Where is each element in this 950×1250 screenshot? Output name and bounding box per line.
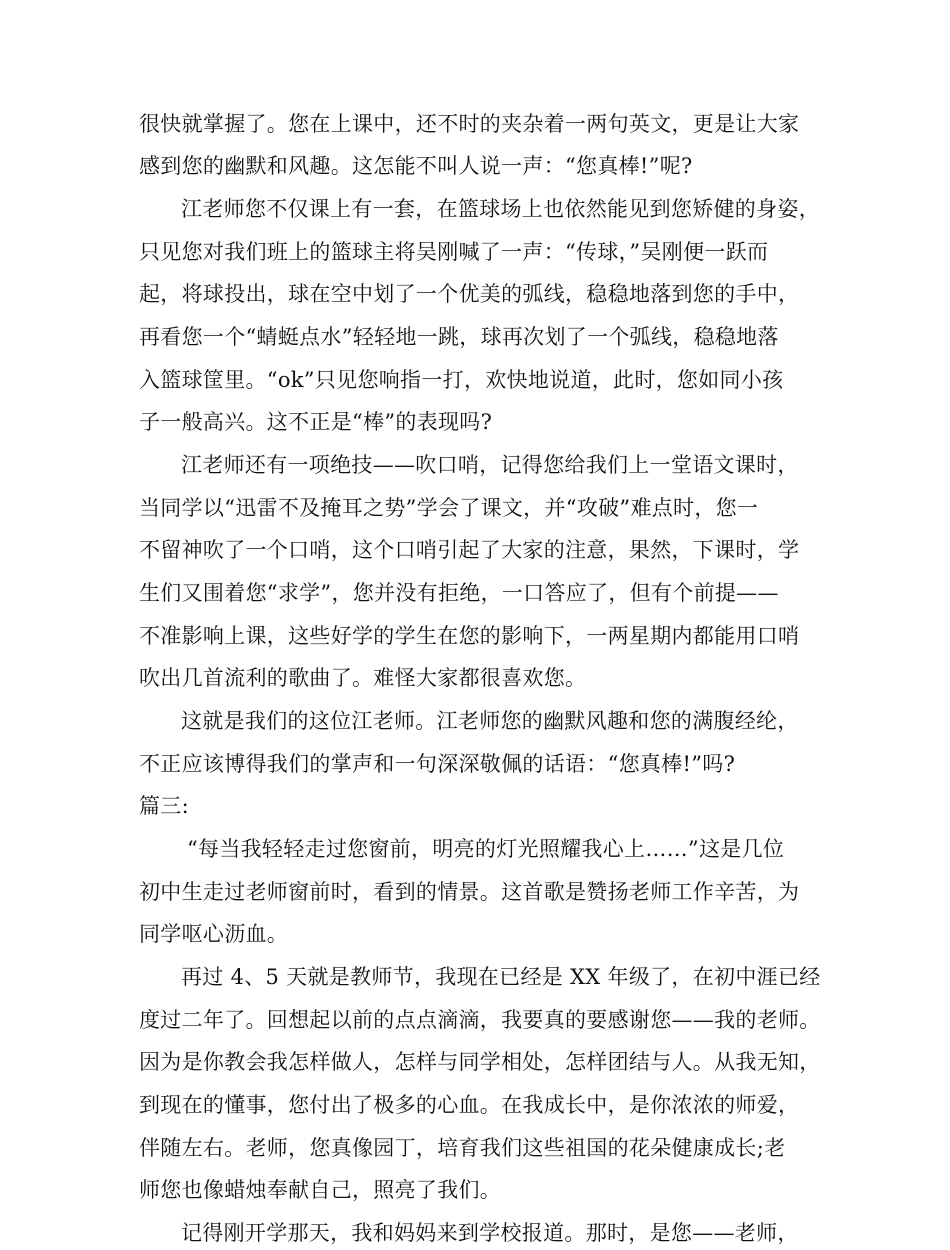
text-line: 很快就掌握了。您在上课中，还不时的夹杂着一两句英文，更是让大家 xyxy=(139,112,800,136)
text-line: 入篮球筐里。“ok”只见您响指一打，欢快地说道，此时，您如同小孩 xyxy=(139,368,784,392)
text-line: 这就是我们的这位江老师。江老师您的幽默风趣和您的满腹经纶， xyxy=(181,709,799,733)
text-line: 不留神吹了一个口哨，这个口哨引起了大家的注意，果然，下课时，学 xyxy=(139,538,800,562)
text-line: 感到您的幽默和风趣。这怎能不叫人说一声：“您真棒!”呢? xyxy=(139,154,693,178)
text-line: 只见您对我们班上的篮球主将吴刚喊了一声：“传球，”吴刚便一跃而 xyxy=(139,240,769,264)
text-line: 生们又围着您“求学”，您并没有拒绝，一口答应了，但有个前提—— xyxy=(139,581,779,605)
text-line: 吹出几首流利的歌曲了。难怪大家都很喜欢您。 xyxy=(139,666,587,690)
text-line: 江老师您不仅课上有一套，在篮球场上也依然能见到您矫健的身姿， xyxy=(181,197,820,221)
text-line: 师您也像蜡烛奉献自己，照亮了我们。 xyxy=(139,1178,502,1202)
text-line: 到现在的懂事，您付出了极多的心血。在我成长中，是你浓浓的师爱， xyxy=(139,1093,800,1117)
text-line: 同学呕心沥血。 xyxy=(139,922,289,946)
text-line: 初中生走过老师窗前时，看到的情景。这首歌是赞扬老师工作辛苦，为 xyxy=(139,880,800,904)
text-line: 再过 4、5 天就是教师节，我现在已经是 XX 年级了，在初中涯已经 xyxy=(181,965,821,989)
text-line: 不正应该博得我们的掌声和一句深深敬佩的话语：“您真棒!”吗? xyxy=(139,752,736,776)
text-line: 度过二年了。回想起以前的点点滴滴，我要真的要感谢您——我的老师。 xyxy=(139,1008,821,1032)
text-line: 伴随左右。老师，您真像园丁，培育我们这些祖国的花朵健康成长;老 xyxy=(139,1136,786,1160)
text-line: 子一般高兴。这不正是“棒”的表现吗? xyxy=(139,410,493,434)
text-line: 不准影响上课，这些好学的学生在您的影响下，一两星期内都能用口哨 xyxy=(139,624,800,648)
text-line: 因为是你教会我怎样做人，怎样与同学相处，怎样团结与人。从我无知， xyxy=(139,1050,821,1074)
text-line: 再看您一个“蜻蜓点水”轻轻地一跳，球再次划了一个弧线，稳稳地落 xyxy=(139,325,779,349)
text-line: “每当我轻轻走过您窗前，明亮的灯光照耀我心上……”这是几位 xyxy=(187,837,785,861)
text-line: 起，将球投出，球在空中划了一个优美的弧线，稳稳地落到您的手中， xyxy=(139,282,800,306)
text-line: 当同学以“迅雷不及掩耳之势”学会了课文，并“攻破”难点时，您一 xyxy=(139,496,759,520)
text-line: 江老师还有一项绝技——吹口哨，记得您给我们上一堂语文课时， xyxy=(181,453,799,477)
section-heading: 篇三: xyxy=(139,794,189,818)
text-line: 记得刚开学那天，我和妈妈来到学校报道。那时，是您——老师， xyxy=(181,1221,799,1245)
